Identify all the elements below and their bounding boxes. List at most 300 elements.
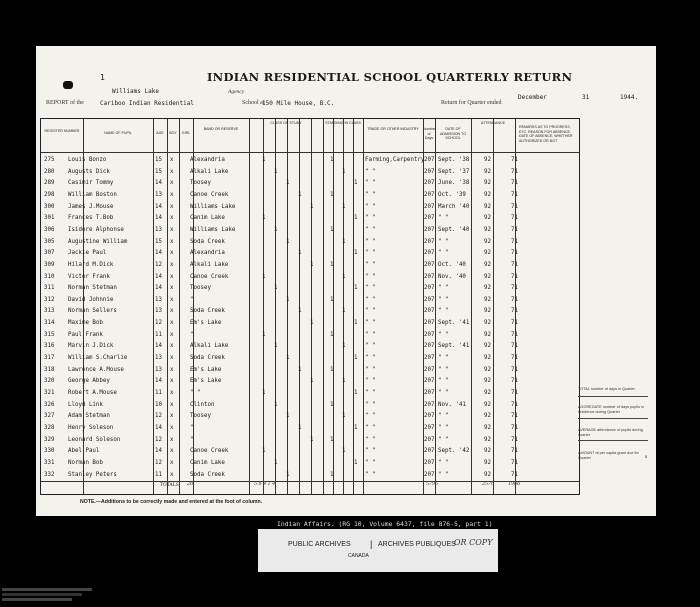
cell-a: 92 xyxy=(484,250,491,257)
cell-adm: " " xyxy=(438,390,449,396)
cell-age: 14 xyxy=(155,215,162,222)
cell-a: 92 xyxy=(484,331,491,338)
quarter-label: Return for Quarter ended xyxy=(441,100,502,106)
cell-adm: " " xyxy=(438,424,449,431)
header-days: Number of Days xyxy=(423,127,436,140)
cell-reserve: Canoe Creek xyxy=(190,448,229,455)
cell-class: 1 xyxy=(298,250,302,257)
cell-class: 1 xyxy=(274,459,278,466)
cell-boy: x xyxy=(170,250,174,257)
cell-age: 14 xyxy=(155,203,162,210)
cell-reserve: Em's Lake xyxy=(190,378,222,385)
cell-age: 13 xyxy=(155,366,162,373)
cell-age: 14 xyxy=(155,180,162,187)
cell-b: 71 xyxy=(511,296,518,303)
cell-class: 1 xyxy=(286,238,290,245)
cell-trade: " " xyxy=(365,413,376,420)
cell-age: 14 xyxy=(155,250,162,257)
cell-boy: x xyxy=(170,448,174,455)
stamp-canada: CANADA xyxy=(348,553,369,559)
cell-name: Hilard M.Dick xyxy=(68,261,114,268)
cell-class: 1 xyxy=(298,191,302,198)
cell-boy: x xyxy=(170,424,174,431)
cell-boy: x xyxy=(170,261,174,268)
amount-label: AMOUNT of per capita grant due for Quarter xyxy=(578,451,639,460)
cell-a: 92 xyxy=(484,436,491,443)
cell-adm: " " xyxy=(438,413,449,420)
cell-trade: " " xyxy=(365,168,376,175)
cell-class: 1 xyxy=(310,203,314,210)
table-row xyxy=(0,295,540,306)
cell-adm: " " xyxy=(438,366,449,373)
cell-standing: 1 xyxy=(330,366,334,373)
cell-class: 1 xyxy=(286,471,290,478)
cell-reg: 315 xyxy=(44,331,55,338)
cell-name: Victor Frank xyxy=(68,273,110,280)
cell-days: 207 xyxy=(424,296,435,303)
cell-standing: 1 xyxy=(354,250,358,257)
cell-age: 14 xyxy=(155,273,162,280)
cell-reg: 318 xyxy=(44,366,55,373)
cell-adm: March '40 xyxy=(438,203,470,210)
cell-boy: x xyxy=(170,157,174,163)
cell-reserve: Alkali Lake xyxy=(190,168,229,175)
cell-a: 92 xyxy=(484,261,491,268)
cell-trade: " " xyxy=(365,203,376,210)
table-row xyxy=(0,458,540,469)
cell-trade: " " xyxy=(365,390,376,396)
table-row xyxy=(0,248,540,259)
cell-days: 207 xyxy=(424,191,435,198)
cell-standing: 1 xyxy=(330,331,334,338)
archives-stamp xyxy=(258,529,498,572)
cell-name: Stanley Peters xyxy=(68,471,117,478)
school-name: Cariboo Indian Residential xyxy=(100,100,194,107)
cell-trade: " " xyxy=(365,238,376,245)
cell-days: 207 xyxy=(424,355,435,362)
cell-name: James J.Mouse xyxy=(68,203,114,210)
cell-boy: x xyxy=(170,355,174,362)
cell-standing: 1 xyxy=(330,436,334,443)
cell-days: 207 xyxy=(424,238,435,245)
cell-class: 1 xyxy=(262,448,266,455)
cell-days: 207 xyxy=(424,261,435,268)
cell-name: Leonard Soleson xyxy=(68,436,121,443)
cell-days: 207 xyxy=(424,157,435,163)
cell-a: 92 xyxy=(484,390,491,396)
cell-b: 71 xyxy=(511,320,518,327)
stamp-separator: | xyxy=(370,539,373,549)
cell-boy: x xyxy=(170,215,174,222)
cell-trade: " " xyxy=(365,191,376,198)
table-row xyxy=(0,272,540,283)
cell-b: 71 xyxy=(511,401,518,408)
cell-boy: x xyxy=(170,401,174,408)
cell-a: 92 xyxy=(484,308,491,315)
cell-a: 92 xyxy=(484,157,491,163)
attendance-total-b: 1988 xyxy=(508,481,520,487)
cell-trade: " " xyxy=(365,331,376,338)
cell-days: 207 xyxy=(424,215,435,222)
cell-standing: 1 xyxy=(342,308,346,315)
table-row xyxy=(0,400,540,411)
cell-boy: x xyxy=(170,273,174,280)
cell-class: 1 xyxy=(298,308,302,315)
cell-b: 71 xyxy=(511,191,518,198)
cell-reg: 289 xyxy=(44,180,55,187)
header-girl: GIRL xyxy=(181,131,191,135)
cell-reg: 307 xyxy=(44,250,55,257)
aggregate-line xyxy=(578,418,648,419)
table-row xyxy=(0,423,540,434)
cell-trade: Farming,Carpentry xyxy=(365,157,425,163)
cell-standing: 1 xyxy=(354,215,358,222)
cell-reserve: Williams Lake xyxy=(190,203,236,210)
cell-standing: 1 xyxy=(342,448,346,455)
cell-adm: Sept. '37 xyxy=(438,168,470,175)
cell-reserve: Alkali Lake xyxy=(190,343,229,350)
cell-age: 11 xyxy=(155,471,162,478)
cell-b: 71 xyxy=(511,250,518,257)
cell-standing: 1 xyxy=(354,180,358,187)
cell-days: 207 xyxy=(424,424,435,431)
cell-reg: 310 xyxy=(44,273,55,280)
cell-adm: " " xyxy=(438,355,449,362)
cell-adm: Oct. '40 xyxy=(438,261,466,268)
cell-boy: x xyxy=(170,296,174,303)
table-row xyxy=(0,167,540,178)
cell-class: 1 xyxy=(286,355,290,362)
cell-reserve: Toosey xyxy=(190,413,211,420)
cell-a: 92 xyxy=(484,296,491,303)
cell-age: 14 xyxy=(155,343,162,350)
cell-reserve: Canoe Creek xyxy=(190,273,229,280)
school-at-label: School at xyxy=(242,100,265,106)
cell-class: 1 xyxy=(274,168,278,175)
table-row xyxy=(0,365,540,376)
cell-age: 10 xyxy=(155,401,162,408)
table-row xyxy=(0,341,540,352)
cell-reserve: " " xyxy=(190,390,201,396)
cell-a: 92 xyxy=(484,226,491,233)
cell-reserve: Canim Lake xyxy=(190,215,225,222)
cell-class: 1 xyxy=(310,261,314,268)
cell-a: 92 xyxy=(484,448,491,455)
cell-b: 71 xyxy=(511,448,518,455)
cell-adm: " " xyxy=(438,250,449,257)
cell-reserve: Canoe Creek xyxy=(190,191,229,198)
cell-trade: " " xyxy=(365,250,376,257)
cell-reg: 309 xyxy=(44,261,55,268)
cell-b: 71 xyxy=(511,308,518,315)
cell-a: 92 xyxy=(484,471,491,478)
table-row xyxy=(0,376,540,387)
cell-a: 92 xyxy=(484,343,491,350)
cell-name: Paul Frank xyxy=(68,331,103,338)
cell-b: 71 xyxy=(511,413,518,420)
header-admission: DATE OF ADMISSION TO SCHOOL xyxy=(439,127,467,140)
cell-adm: " " xyxy=(438,215,449,222)
cell-trade: " " xyxy=(365,459,376,466)
cell-boy: x xyxy=(170,180,174,187)
cell-reg: 330 xyxy=(44,448,55,455)
header-trade: TRADE OR OTHER INDUSTRY xyxy=(367,127,419,131)
cell-standing: 1 xyxy=(354,285,358,292)
cell-trade: " " xyxy=(365,355,376,362)
cell-a: 92 xyxy=(484,320,491,327)
cell-standing: 1 xyxy=(342,273,346,280)
cell-name: Adam Stetman xyxy=(68,413,110,420)
cell-boy: x xyxy=(170,471,174,478)
archive-citation: Indian Affairs. (RG 10, Volume 6437, file 876-5, part 1) xyxy=(277,520,493,528)
cell-adm: Sept. '40 xyxy=(438,226,470,233)
cell-class: 1 xyxy=(262,215,266,222)
cell-standing: 1 xyxy=(342,203,346,210)
cell-boy: x xyxy=(170,390,174,396)
cell-name: Louis Bonzo xyxy=(68,157,107,163)
cell-trade: " " xyxy=(365,436,376,443)
cell-a: 92 xyxy=(484,203,491,210)
cell-trade: " " xyxy=(365,308,376,315)
cell-b: 71 xyxy=(511,331,518,338)
cell-class: 1 xyxy=(274,343,278,350)
attendance-total-a: 2576 xyxy=(482,481,494,487)
cell-class: 1 xyxy=(298,366,302,373)
table-row xyxy=(0,237,540,248)
class-totals: 5 8 4 1 4 xyxy=(254,481,275,487)
agency-value: Williams Lake xyxy=(112,88,159,95)
cell-reg: 305 xyxy=(44,238,55,245)
cell-b: 71 xyxy=(511,378,518,385)
average-label: AVERAGE attendance of pupils during quarter xyxy=(578,428,643,437)
days-total: 5796 xyxy=(426,481,438,487)
table-row xyxy=(0,260,540,271)
cell-days: 207 xyxy=(424,459,435,466)
cell-b: 71 xyxy=(511,355,518,362)
cell-adm: June. '38 xyxy=(438,180,470,187)
cell-age: 12 xyxy=(155,436,162,443)
cell-name: Norman Sellers xyxy=(68,308,117,315)
cell-days: 207 xyxy=(424,308,435,315)
cell-a: 92 xyxy=(484,238,491,245)
cell-b: 71 xyxy=(511,238,518,245)
table-row xyxy=(0,446,540,457)
cell-reg: 321 xyxy=(44,390,55,396)
cell-trade: " " xyxy=(365,424,376,431)
cell-reserve: Soda Creek xyxy=(190,355,225,362)
cell-name: Lloyd Link xyxy=(68,401,103,408)
cell-age: 15 xyxy=(155,238,162,245)
cell-age: 11 xyxy=(155,390,162,396)
cell-boy: x xyxy=(170,436,174,443)
cell-age: 15 xyxy=(155,168,162,175)
cell-standing: 1 xyxy=(330,401,334,408)
cell-trade: " " xyxy=(365,215,376,222)
cell-b: 71 xyxy=(511,226,518,233)
cell-a: 92 xyxy=(484,180,491,187)
cell-b: 71 xyxy=(511,203,518,210)
cell-class: 1 xyxy=(286,413,290,420)
cell-a: 92 xyxy=(484,413,491,420)
cell-reg: 332 xyxy=(44,471,55,478)
cell-name: Norman Stetman xyxy=(68,285,117,292)
table-row xyxy=(0,225,540,236)
cell-days: 207 xyxy=(424,331,435,338)
cell-b: 71 xyxy=(511,273,518,280)
cell-boy: x xyxy=(170,320,174,327)
cell-age: 12 xyxy=(155,261,162,268)
cell-adm: " " xyxy=(438,436,449,443)
table-row xyxy=(0,411,540,422)
cell-age: 14 xyxy=(155,448,162,455)
cell-adm: " " xyxy=(438,296,449,303)
cell-trade: " " xyxy=(365,343,376,350)
cell-age: 12 xyxy=(155,413,162,420)
cell-age: 13 xyxy=(155,355,162,362)
cell-reserve: Williams Lake xyxy=(190,226,236,233)
average-line xyxy=(578,440,648,441)
cell-standing: 1 xyxy=(354,355,358,362)
cell-trade: " " xyxy=(365,285,376,292)
cell-trade: " " xyxy=(365,401,376,408)
cell-trade: " " xyxy=(365,226,376,233)
cell-boy: x xyxy=(170,203,174,210)
cell-a: 92 xyxy=(484,424,491,431)
table-row xyxy=(0,190,540,201)
total-days-line xyxy=(578,396,648,397)
cell-reserve: " xyxy=(190,296,194,303)
cell-reg: 327 xyxy=(44,413,55,420)
cell-class: 1 xyxy=(310,436,314,443)
cell-name: Robert A.Mouse xyxy=(68,390,117,396)
document-title: INDIAN RESIDENTIAL SCHOOL QUARTERLY RETURN xyxy=(207,70,573,84)
cell-standing: 1 xyxy=(354,390,358,396)
cell-reserve: Canim Lake xyxy=(190,459,225,466)
cell-name: William S.Charlie xyxy=(68,355,128,362)
cell-b: 71 xyxy=(511,366,518,373)
cell-reg: 328 xyxy=(44,424,55,431)
cell-class: 1 xyxy=(262,157,266,163)
cell-class: 1 xyxy=(274,401,278,408)
cell-trade: " " xyxy=(365,366,376,373)
cell-age: 13 xyxy=(155,191,162,198)
cell-a: 92 xyxy=(484,366,491,373)
cell-adm: Nov. '40 xyxy=(438,273,466,280)
header-standing: STANDING IN CLASS xyxy=(325,121,361,125)
cell-days: 207 xyxy=(424,436,435,443)
quarter-month: December xyxy=(518,94,547,101)
cell-standing: 1 xyxy=(342,413,346,420)
cell-trade: " " xyxy=(365,471,376,478)
cell-reserve: Toosey xyxy=(190,180,211,187)
header-register: REGISTER NUMBER xyxy=(44,129,80,133)
cell-reserve: Em's Lake xyxy=(190,320,222,327)
cell-name: Jackie Paul xyxy=(68,250,107,257)
aggregate-label: AGGREGATE number of days pupils in residence during Quarter xyxy=(578,405,644,414)
cell-age: 14 xyxy=(155,285,162,292)
cell-trade: " " xyxy=(365,296,376,303)
cell-days: 207 xyxy=(424,273,435,280)
cell-name: Augusts Dick xyxy=(68,168,110,175)
cell-reserve: Alkali Lake xyxy=(190,261,229,268)
cell-standing: 1 xyxy=(354,320,358,327)
cell-standing: 1 xyxy=(342,168,346,175)
cell-b: 71 xyxy=(511,343,518,350)
cell-name: David Johnnie xyxy=(68,296,114,303)
cell-reg: 275 xyxy=(44,157,55,163)
cell-boy: x xyxy=(170,459,174,466)
cell-b: 71 xyxy=(511,471,518,478)
header-name: NAME OF PUPIL xyxy=(104,131,132,135)
cell-adm: " " xyxy=(438,471,449,478)
cell-age: 14 xyxy=(155,378,162,385)
total-days-label: TOTAL number of days in Quarter xyxy=(578,387,635,391)
cell-age: 11 xyxy=(155,331,162,338)
cell-a: 92 xyxy=(484,273,491,280)
cell-name: Casimir Tommy xyxy=(68,180,114,187)
table-row xyxy=(0,435,540,446)
cell-trade: " " xyxy=(365,320,376,327)
cell-b: 71 xyxy=(511,285,518,292)
cell-name: Augustine William xyxy=(68,238,128,245)
school-location: 150 Mile House, B.C. xyxy=(262,100,335,107)
cell-days: 207 xyxy=(424,250,435,257)
cell-class: 1 xyxy=(310,320,314,327)
cell-reg: 326 xyxy=(44,401,55,408)
cell-boy: x xyxy=(170,331,174,338)
cell-name: Isidore Alphonse xyxy=(68,226,124,233)
cell-standing: 1 xyxy=(354,424,358,431)
header-boy: BOY xyxy=(169,131,177,135)
cell-reg: 329 xyxy=(44,436,55,443)
cell-reserve: " xyxy=(190,331,194,338)
header-class: CLASS OR STUDY xyxy=(270,121,302,125)
cell-age: 13 xyxy=(155,308,162,315)
cell-adm: " " xyxy=(438,331,449,338)
table-row xyxy=(0,330,540,341)
cell-standing: 1 xyxy=(342,343,346,350)
cell-adm: " " xyxy=(438,285,449,292)
cell-age: 12 xyxy=(155,320,162,327)
cell-class: 1 xyxy=(262,273,266,280)
cell-boy: x xyxy=(170,308,174,315)
cell-reg: 312 xyxy=(44,296,55,303)
cell-boy: x xyxy=(170,168,174,175)
cell-name: Henry Soleson xyxy=(68,424,114,431)
cell-adm: Oct. '39 xyxy=(438,191,466,198)
cell-standing: 1 xyxy=(330,157,334,163)
cell-boy: x xyxy=(170,366,174,373)
table-row xyxy=(0,470,540,481)
cell-reg: 316 xyxy=(44,343,55,350)
cell-trade: " " xyxy=(365,273,376,280)
cell-a: 92 xyxy=(484,378,491,385)
table-row xyxy=(0,353,540,364)
cell-b: 71 xyxy=(511,261,518,268)
cell-reg: 280 xyxy=(44,168,55,175)
cell-standing: 1 xyxy=(330,191,334,198)
cell-a: 92 xyxy=(484,285,491,292)
cell-boy: x xyxy=(170,238,174,245)
cell-reserve: Clinton xyxy=(190,401,215,408)
cell-days: 207 xyxy=(424,448,435,455)
cell-b: 71 xyxy=(511,424,518,431)
cell-standing: 1 xyxy=(330,296,334,303)
cell-days: 207 xyxy=(424,343,435,350)
cell-adm: Sept. '41 xyxy=(438,343,470,350)
cell-a: 92 xyxy=(484,355,491,362)
cell-b: 71 xyxy=(511,459,518,466)
